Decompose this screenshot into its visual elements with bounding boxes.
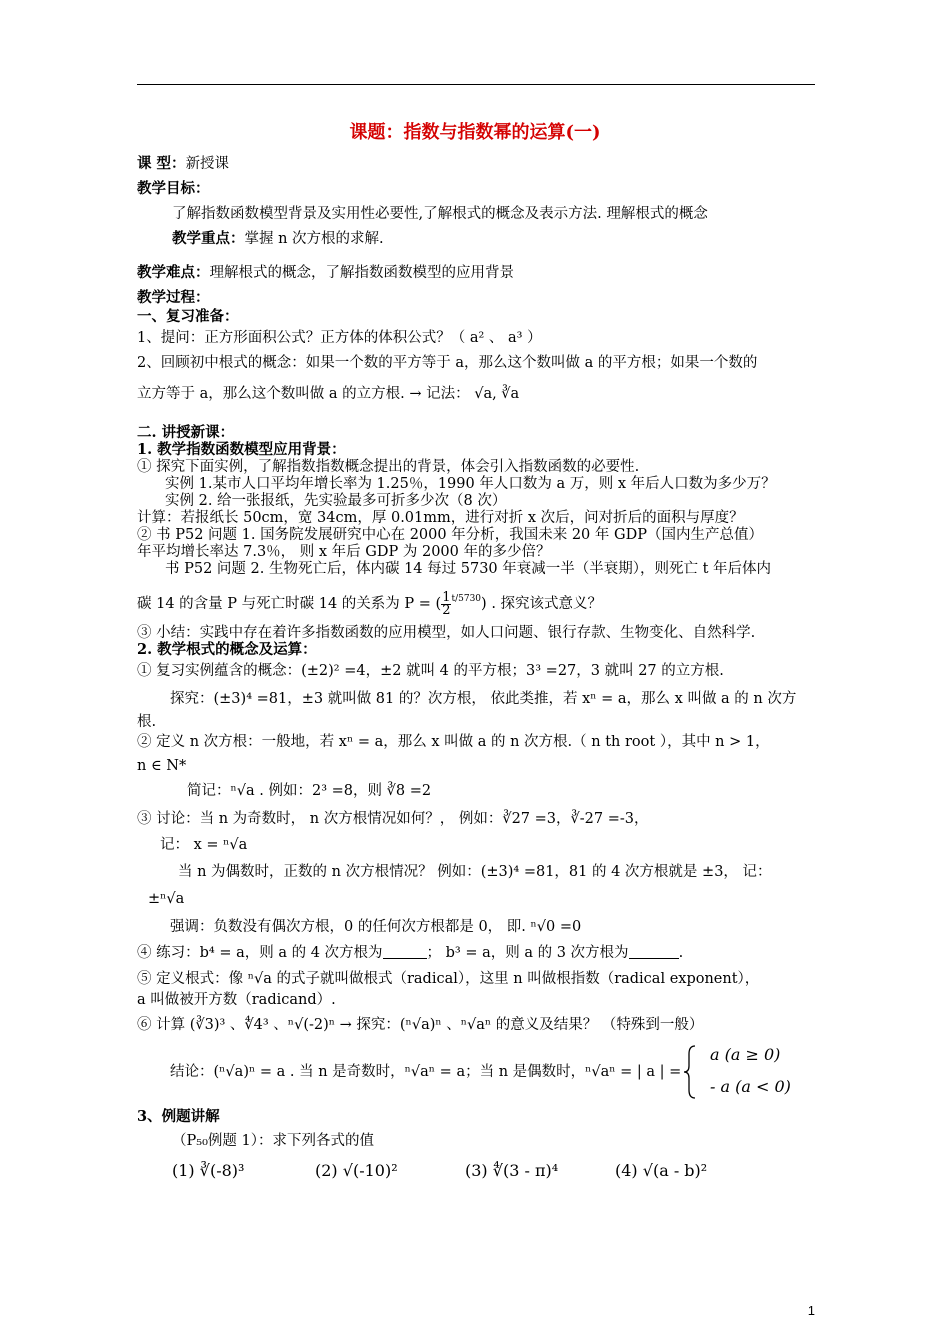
lesson-type	[137, 155, 229, 173]
para-p8-end: ) . 探究该式意义？	[481, 596, 603, 612]
example-item-3: (3) ∜(3 - π)⁴	[465, 1161, 559, 1180]
review-heading: 一、复习准备：	[137, 308, 239, 325]
decay-exponent: t/5730	[451, 594, 482, 604]
case-nonnegative: a (a ≥ 0)	[710, 1045, 781, 1064]
review-q2a: 2、回顾初中根式的概念：如果一个数的平方等于 a，那么这个数叫做 a 的平方根；如果一个数的	[137, 355, 758, 371]
para-q14: 结论：(ⁿ√a)ⁿ = a . 当 n 是奇数时，ⁿ√aⁿ = a；当 n 是偶数时，ⁿ√aⁿ = | a | =	[170, 1064, 682, 1080]
fraction-numerator: 1	[442, 589, 451, 605]
answer-blank-2[interactable]	[629, 944, 679, 959]
para-q2a: 探究：(±3)⁴ =81，±3 就叫做 81 的？次方根， 依此类推，若 xⁿ = a，那么 x 叫做 a 的 n 次方	[170, 691, 797, 707]
fraction-denominator: 2	[442, 602, 451, 618]
para-p3: 实例 2. 给一张报纸，先实验最多可折多少次（8 次）	[165, 493, 507, 509]
para-p4: 计算：若报纸长 50cm，宽 34cm，厚 0.01mm，进行对折 x 次后，问对折后的面积与厚度？	[137, 510, 744, 526]
page-title: 课题：指数与指数幂的运算(一)	[349, 122, 601, 143]
examples-heading: 3、例题讲解	[137, 1108, 220, 1125]
para-p9: ③ 小结：实践中存在着许多指数函数的应用模型，如人口问题、银行存款、生物变化、自然科学.	[137, 625, 756, 641]
para-p2: 实例 1.某市人口平均年增长率为 1.25％，1990 年人口数为 a 万，则 x 年后人口数为多少万？	[165, 476, 776, 492]
new-lesson-heading: 二. 讲授新课：	[137, 424, 235, 441]
para-q8: ±ⁿ√a	[148, 891, 185, 907]
para-q10	[137, 944, 683, 962]
para-q12: a 叫做被开方数（radicand）.	[137, 992, 336, 1008]
key-text: 掌握 n 次方根的求解.	[244, 231, 384, 247]
review-q1: 1、提问：正方形面积公式？正方体的体积公式？（ a² 、 a³ ）	[137, 330, 542, 346]
para-q13: ⑥ 计算 (∛3)³ 、∜4³ 、ⁿ√(-2)ⁿ → 探究：(ⁿ√a)ⁿ 、ⁿ√aⁿ 的意义及结果？ （特殊到一般）	[137, 1017, 704, 1033]
example-label: （P₅₀例题 1）：求下列各式的值	[172, 1133, 374, 1149]
para-p8	[137, 590, 602, 617]
para-p5: ② 书 P52 问题 1. 国务院发展研究中心在 2000 年分析，我国未来 20 年 GDP（国内生产总值）	[137, 527, 763, 543]
para-q6: 记： x = ⁿ√a	[160, 837, 248, 853]
para-q9: 强调：负数没有偶次方根，0 的任何次方根都是 0， 即. ⁿ√0 =0	[170, 919, 582, 935]
subsection-1: 1. 教学指数函数模型应用背景：	[137, 441, 346, 458]
difficult-text: 理解根式的概念，了解指数函数模型的应用背景	[209, 265, 514, 281]
type-label: 课 型：	[137, 155, 186, 172]
para-p1: ① 探究下面实例，了解指数指数概念提出的背景，体会引入指数函数的必要性.	[137, 459, 640, 475]
top-rule	[137, 84, 815, 85]
para-p7: 书 P52 问题 2. 生物死亡后，体内碳 14 每过 5730 年衰减一半（半衰期），则死亡 t 年后体内	[165, 561, 772, 577]
para-q5: ③ 讨论：当 n 为奇数时， n 次方根情况如何？， 例如：∛27 =3，∛-27 =-3，	[137, 811, 649, 827]
key-point	[172, 230, 384, 248]
para-q1: ① 复习实例蕴含的概念：(±2)² =4，±2 就叫 4 的平方根；3³ =27，3 就叫 27 的立方根.	[137, 663, 724, 679]
goal-label: 教学目标：	[137, 180, 210, 197]
exercise-part-1: ④ 练习：b⁴ = a，则 a 的 4 次方根为	[137, 945, 383, 961]
para-q7: 当 n 为偶数时，正数的 n 次方根情况？ 例如：(±3)⁴ =81，81 的 4 次方根就是 ±3， 记：	[178, 864, 772, 880]
example-item-1: (1) ∛(-8)³	[172, 1161, 245, 1180]
para-q2b: 根.	[137, 714, 157, 730]
subsection-2: 2. 教学根式的概念及运算：	[137, 641, 317, 658]
para-q3b: n ∈ N*	[137, 758, 187, 774]
example-item-4: (4) √(a - b)²	[615, 1161, 708, 1180]
case-negative: - a (a < 0)	[710, 1077, 791, 1096]
review-q2b: 立方等于 a，那么这个数叫做 a 的立方根. → 记法： √a, ∛a	[137, 386, 520, 402]
page-number: 1	[807, 1303, 815, 1318]
difficult-point	[137, 264, 514, 282]
answer-blank-1[interactable]	[383, 944, 427, 959]
half-fraction	[441, 589, 451, 618]
para-p6: 年平均增长率达 7.3％， 则 x 年后 GDP 为 2000 年的多少倍？	[137, 544, 551, 560]
para-q11: ⑤ 定义根式：像 ⁿ√a 的式子就叫做根式（radical），这里 n 叫做根指数（radical exponent），	[137, 971, 760, 987]
process-label: 教学过程：	[137, 289, 210, 306]
piecewise-brace	[683, 1044, 697, 1100]
para-q4: 简记：ⁿ√a . 例如：2³ =8，则 ∛8 =2	[187, 783, 432, 799]
para-p8-start: 碳 14 的含量 P 与死亡时碳 14 的关系为 P = (	[137, 596, 442, 612]
exercise-part-3: .	[678, 945, 684, 961]
key-label: 教学重点：	[172, 230, 245, 247]
exercise-part-2: ； b³ = a，则 a 的 3 次方根为	[426, 945, 629, 961]
goal-text: 了解指数函数模型背景及实用性必要性,了解根式的概念及表示方法. 理解根式的概念	[172, 206, 708, 222]
para-q3a: ② 定义 n 次方根：一般地，若 xⁿ = a，那么 x 叫做 a 的 n 次方根.（ n th root ），其中 n > 1，	[137, 734, 770, 750]
difficult-label: 教学难点：	[137, 264, 210, 281]
example-item-2: (2) √(-10)²	[315, 1161, 398, 1180]
type-value: 新授课	[185, 156, 230, 172]
